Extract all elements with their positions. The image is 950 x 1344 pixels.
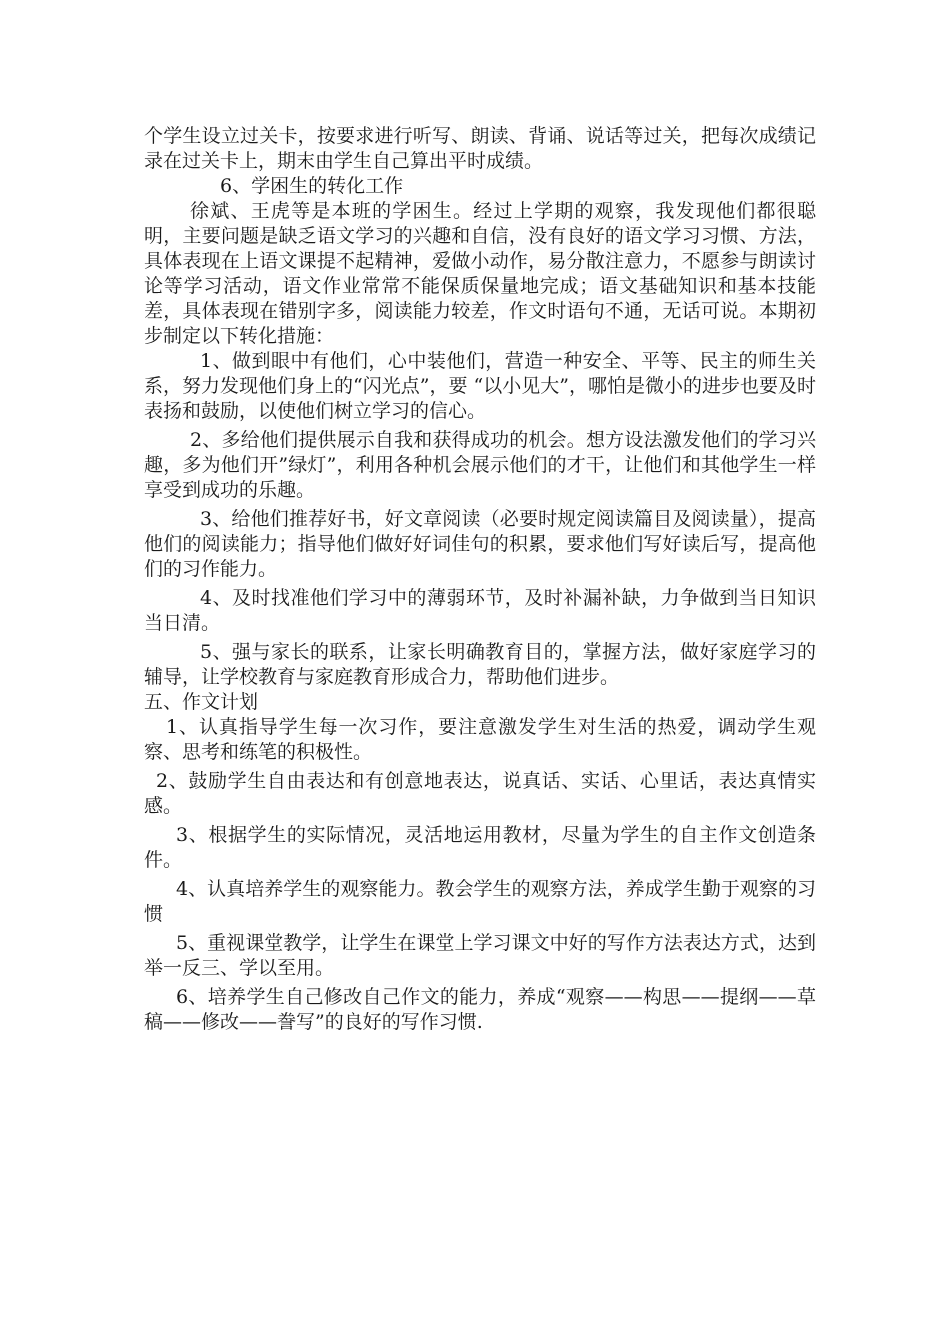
- plan-item-5: 5、重视课堂教学，让学生在课堂上学习课文中好的写作方法表达方式，达到举一反三、学以至用。: [144, 932, 816, 979]
- plan-item-4: 4、认真培养学生的观察能力。教会学生的观察方法，养成学生勤于观察的习惯: [144, 878, 816, 925]
- heading-composition-plan: 五、作文计划: [144, 691, 259, 713]
- measure-1: 1、做到眼中有他们，心中装他们，营造一种安全、平等、民主的师生关系，努力发现他们身上的“闪光点”，要 “以小见大”，哪怕是微小的进步也要及时表扬和鼓励，以使他们树立学习的信心。: [144, 350, 816, 422]
- plan-item-6: 6、培养学生自己修改自己作文的能力，养成“观察——构思——提纲——草稿——修改——誊写”的良好的写作习惯.: [144, 986, 816, 1033]
- measure-4: 4、及时找准他们学习中的薄弱环节，及时补漏补缺，力争做到当日知识当日清。: [144, 587, 816, 634]
- measure-5: 5、强与家长的联系，让家长明确教育目的，掌握方法，做好家庭学习的辅导，让学校教育与家庭教育形成合力，帮助他们进步。: [144, 641, 816, 688]
- measure-3: 3、给他们推荐好书，好文章阅读（必要时规定阅读篇目及阅读量），提高他们的阅读能力；指导他们做好好词佳句的积累，要求他们写好读后写，提高他们的习作能力。: [144, 508, 816, 580]
- plan-item-3: 3、根据学生的实际情况，灵活地运用教材，尽量为学生的自主作文创造条件。: [144, 824, 816, 871]
- paragraph-3: 徐斌、王虎等是本班的学困生。经过上学期的观察，我发现他们都很聪明，主要问题是缺乏语文学习的兴趣和自信，没有良好的语文学习习惯、方法，具体表现在上语文课提不起精神，爱做小动作，易分散注意力，不愿参与朗读讨论等学习活动，语文作业常常不能保质保量地完成；语文基础知识和基本技能差，具体表现在错别字多，阅读能力较差，作文时语句不通，无话可说。本期初步制定以下转化措施：: [144, 200, 816, 347]
- plan-item-2: 2、鼓励学生自由表达和有创意地表达，说真话、实话、心里话，表达真情实感。: [144, 770, 816, 817]
- document-body: [144, 124, 816, 1035]
- plan-item-1: 1、认真指导学生每一次习作，要注意激发学生对生活的热爱，调动学生观察、思考和练笔的积极性。: [144, 716, 816, 763]
- paragraph-1: 个学生设立过关卡，按要求进行听写、朗读、背诵、说话等过关，把每次成绩记录在过关卡上，期末由学生自己算出平时成绩。: [144, 125, 816, 172]
- heading-learning-difficulty: 6、学困生的转化工作: [220, 175, 404, 197]
- measure-2: 2、多给他们提供展示自我和获得成功的机会。想方设法激发他们的学习兴趣，多为他们开”绿灯”，利用各种机会展示他们的才干，让他们和其他学生一样享受到成功的乐趣。: [144, 429, 816, 501]
